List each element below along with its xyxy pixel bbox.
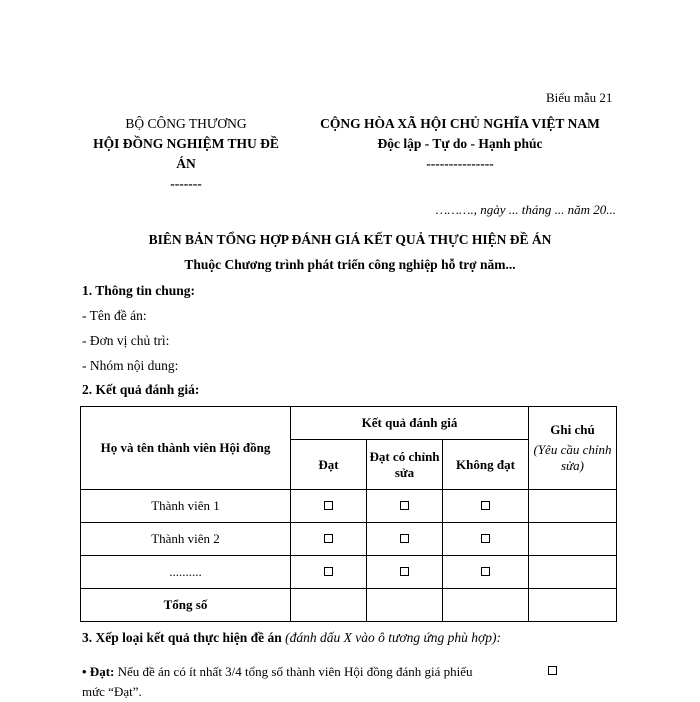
checkbox-dat-sua[interactable] (400, 501, 409, 510)
note-cell (529, 490, 617, 523)
note-cell (529, 523, 617, 556)
member-column-header: Họ và tên thành viên Hội đồng (81, 407, 291, 490)
dat-text: Nếu đề án có ít nhất 3/4 tổng số thành viên Hội đồng đánh giá phiếu mức “Đạt”. (82, 664, 473, 699)
date-line: ………., ngày ... tháng ... năm 20... (435, 202, 616, 217)
note-column-header (529, 407, 617, 490)
checkbox-dat[interactable] (324, 534, 333, 543)
total-khong-dat (443, 589, 529, 622)
right-header (300, 114, 620, 174)
document-title: BIÊN BẢN TỔNG HỢP ĐÁNH GIÁ KẾT QUẢ THỰC HIỆN ĐỀ ÁN (148, 232, 552, 247)
table-row (81, 490, 617, 523)
ministry-name: BỘ CÔNG THƯƠNG (125, 116, 247, 131)
checkbox-dat-sua[interactable] (400, 567, 409, 576)
total-row (81, 589, 617, 622)
member-name: Thành viên 2 (81, 523, 291, 556)
checkbox-dat[interactable] (324, 567, 333, 576)
host-unit-field: - Đơn vị chủ trì: (82, 333, 170, 348)
checkbox-dat-sua[interactable] (400, 534, 409, 543)
member-name: Thành viên 1 (81, 490, 291, 523)
national-title: CỘNG HÒA XÃ HỘI CHỦ NGHĨA VIỆT NAM (320, 116, 600, 131)
khong-dat-column-header: Không đạt (443, 440, 529, 490)
national-motto: Độc lập - Tự do - Hạnh phúc (377, 136, 543, 151)
left-header (84, 114, 288, 194)
note-label: Ghi chú (550, 422, 595, 437)
right-divider: --------------- (426, 156, 494, 171)
checkbox-classification-dat[interactable] (548, 666, 557, 675)
note-sublabel: (Yêu cầu chỉnh sửa) (533, 442, 612, 473)
left-divider: ------- (170, 176, 202, 191)
checkbox-khong-dat[interactable] (481, 501, 490, 510)
checkbox-khong-dat[interactable] (481, 534, 490, 543)
table-row (81, 523, 617, 556)
document-subtitle: Thuộc Chương trình phát triển công nghiệp hỗ trợ năm... (184, 257, 516, 272)
member-name: .......... (81, 556, 291, 589)
dat-column-header: Đạt (291, 440, 367, 490)
checkbox-khong-dat[interactable] (481, 567, 490, 576)
section3-title: 3. Xếp loại kết quả thực hiện đề án (82, 630, 282, 645)
section1-heading: 1. Thông tin chung: (82, 283, 196, 298)
section3-heading (82, 630, 501, 646)
result-column-header: Kết quả đánh giá (291, 407, 529, 440)
section2-heading: 2. Kết quả đánh giá: (82, 382, 200, 397)
table-row (81, 556, 617, 589)
total-dat (291, 589, 367, 622)
council-name: HỘI ĐỒNG NGHIỆM THU ĐỀ (93, 136, 279, 151)
council-name-cont: ÁN (176, 156, 196, 171)
content-group-field: - Nhóm nội dung: (82, 358, 179, 373)
section3-note: (đánh dấu X vào ô tương ứng phù hợp): (285, 630, 502, 645)
form-number: Biểu mẫu 21 (546, 90, 613, 105)
total-label: Tổng số (81, 589, 291, 622)
dat-criteria (82, 662, 482, 702)
project-name-field: - Tên đề án: (82, 308, 147, 323)
total-dat-sua (367, 589, 443, 622)
checkbox-dat[interactable] (324, 501, 333, 510)
dat-label: • Đạt: (82, 664, 115, 679)
dat-sua-column-header: Đạt có chỉnh sửa (367, 440, 443, 490)
evaluation-table (80, 406, 617, 622)
total-note (529, 589, 617, 622)
note-cell (529, 556, 617, 589)
